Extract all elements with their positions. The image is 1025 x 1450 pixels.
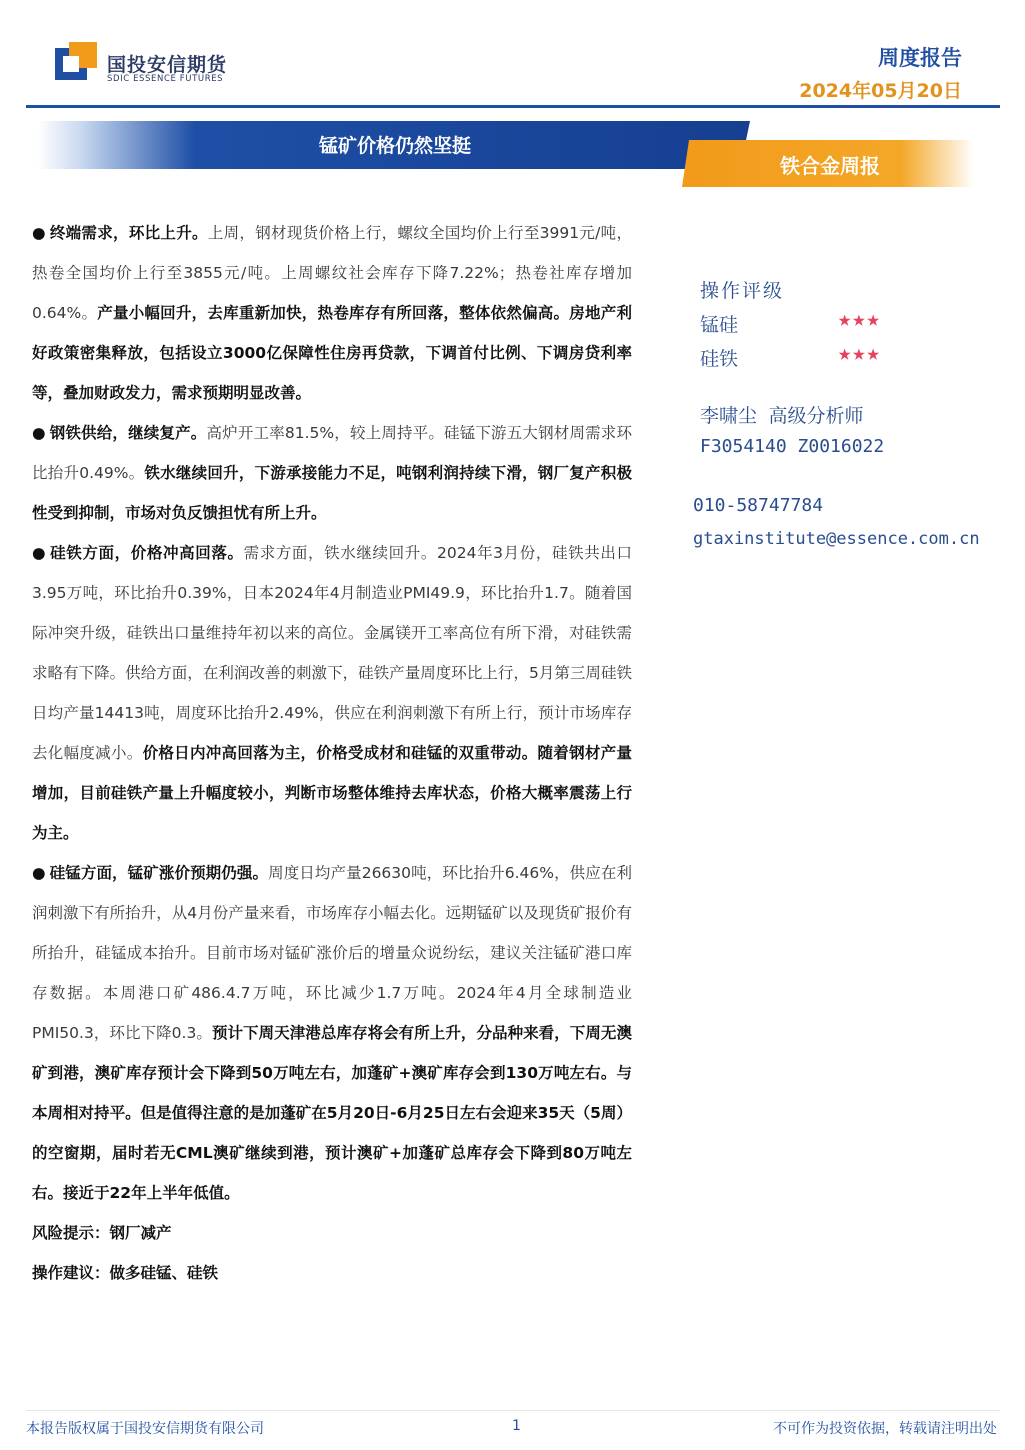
paragraph-emphasis: 预计下周天津港总库存将会有所上升，分品种来看，下周无澳矿到港，澳矿库存预计会下降到50万吨左右，加蓬矿+澳矿库存会到130万吨左右。与本周相对持平。但是值得注意的是加蓬矿在5月20日-6月25日左右会迎来35天（5周）的空窗期，届时若无CML澳矿继续到港，预计澳矿+加蓬矿总库存会下降到80万吨左右。接近于22年上半年低值。 [32, 1024, 632, 1202]
bullet-icon: ● [32, 424, 46, 442]
paragraph-ferrosilicon [32, 533, 632, 853]
paragraph-emphasis: 产量小幅回升，去库重新加快，热卷库存有所回落，整体依然偏高。房地产利好政策密集释放，包括设立3000亿保障性住房再贷款，下调首付比例、下调房贷利率等，叠加财政发力，需求预期明显改善。 [32, 304, 632, 402]
page-number: 1 [512, 1418, 521, 1434]
paragraph-text: 上周，钢材现货价格上行，螺纹全国均价上行至3991元/吨，热卷全国均价上行至3855元/吨。上周螺纹社会库存下降7.22%；热卷社库存增加0.64%。 [32, 224, 632, 322]
company-name-en: SDIC ESSENCE FUTURES [107, 74, 224, 84]
analyst-name: 李啸尘 高级分析师 [700, 405, 864, 427]
paragraph-heading: 钢铁供给，继续复产。 [49, 424, 207, 442]
header-divider [26, 105, 1000, 108]
company-logo-icon [55, 42, 99, 84]
paragraph-silicomanganese [32, 853, 632, 1213]
rating-stars-icon: ★★★ [838, 307, 881, 332]
paragraph-demand [32, 213, 632, 413]
contact-email: gtaxinstitute@essence.com.cn [693, 529, 980, 549]
report-category: 铁合金周报 [780, 154, 880, 178]
footer-disclaimer: 不可作为投资依据，转载请注明出处 [773, 1421, 997, 1437]
paragraph-heading: 硅铁方面，价格冲高回落。 [50, 544, 244, 562]
company-name-cn: 国投安信期货 [107, 54, 228, 76]
rating-title: 操作评级 [700, 280, 785, 302]
paragraph-emphasis: 价格日内冲高回落为主，价格受成材和硅锰的双重带动。随着钢材产量增加，目前硅铁产量上升幅度较小，判断市场整体维持去库状态，价格大概率震荡上行为主。 [32, 744, 632, 842]
footer-copyright: 本报告版权属于国投安信期货有限公司 [26, 1421, 264, 1437]
bullet-icon: ● [32, 864, 46, 882]
footer-divider [26, 1410, 1000, 1411]
risk-warning: 风险提示：钢厂减产 [32, 1224, 172, 1242]
contact-phone: 010-58747784 [693, 495, 824, 516]
paragraph-heading: 终端需求，环比上升。 [49, 224, 208, 242]
paragraph-text: 需求方面，铁水继续回升。2024年3月份，硅铁共出口3.95万吨，环比抬升0.39%，日本2024年4月制造业PMI49.9，环比抬升1.7。随着国际冲突升级，硅铁出口量维持年初以来的高位。金属镁开工率高位有所下滑，对硅铁需求略有下降。供给方面，在利润改善的刺激下，硅铁产量周度环比上行，5月第三周硅铁日均产量14413吨，周度环比抬升2.49%，供应在利润刺激下有所上行，预计市场库存去化幅度减小。 [32, 544, 632, 762]
report-title: 锰矿价格仍然坚挺 [318, 135, 471, 157]
paragraph-steel-supply [32, 413, 632, 533]
paragraph-text: 周度日均产量26630吨，环比抬升6.46%，供应在利润刺激下有所抬升，从4月份产量来看，市场库存小幅去化。远期锰矿以及现货矿报价有所抬升，硅锰成本抬升。目前市场对锰矿涨价后的增量众说纷纭，建议关注锰矿港口库存数据。本周港口矿486.4.7万吨，环比减少1.7万吨。2024年4月全球制造业PMI50.3，环比下降0.3。 [32, 864, 632, 1042]
report-date: 2024年05月20日 [799, 80, 962, 102]
report-type: 周度报告 [878, 46, 962, 70]
rating-name-ferrosilicon: 硅铁 [700, 348, 739, 370]
rating-stars-icon: ★★★ [838, 341, 881, 366]
paragraph-heading: 硅锰方面，锰矿涨价预期仍强。 [49, 864, 269, 882]
report-body [32, 213, 632, 1293]
bullet-icon: ● [32, 544, 47, 562]
rating-name-silicomanganese: 锰硅 [700, 314, 739, 336]
operation-advice: 操作建议：做多硅锰、硅铁 [32, 1264, 219, 1282]
analyst-certificates: F3054140 Z0016022 [700, 436, 885, 457]
bullet-icon: ● [32, 224, 46, 242]
paragraph-text: 高炉开工率81.5%，较上周持平。硅锰下游五大钢材周需求环比抬升0.49%。 [32, 424, 632, 482]
paragraph-emphasis: 铁水继续回升，下游承接能力不足，吨钢利润持续下滑，钢厂复产积极性受到抑制，市场对负反馈担忧有所上升。 [32, 464, 632, 522]
